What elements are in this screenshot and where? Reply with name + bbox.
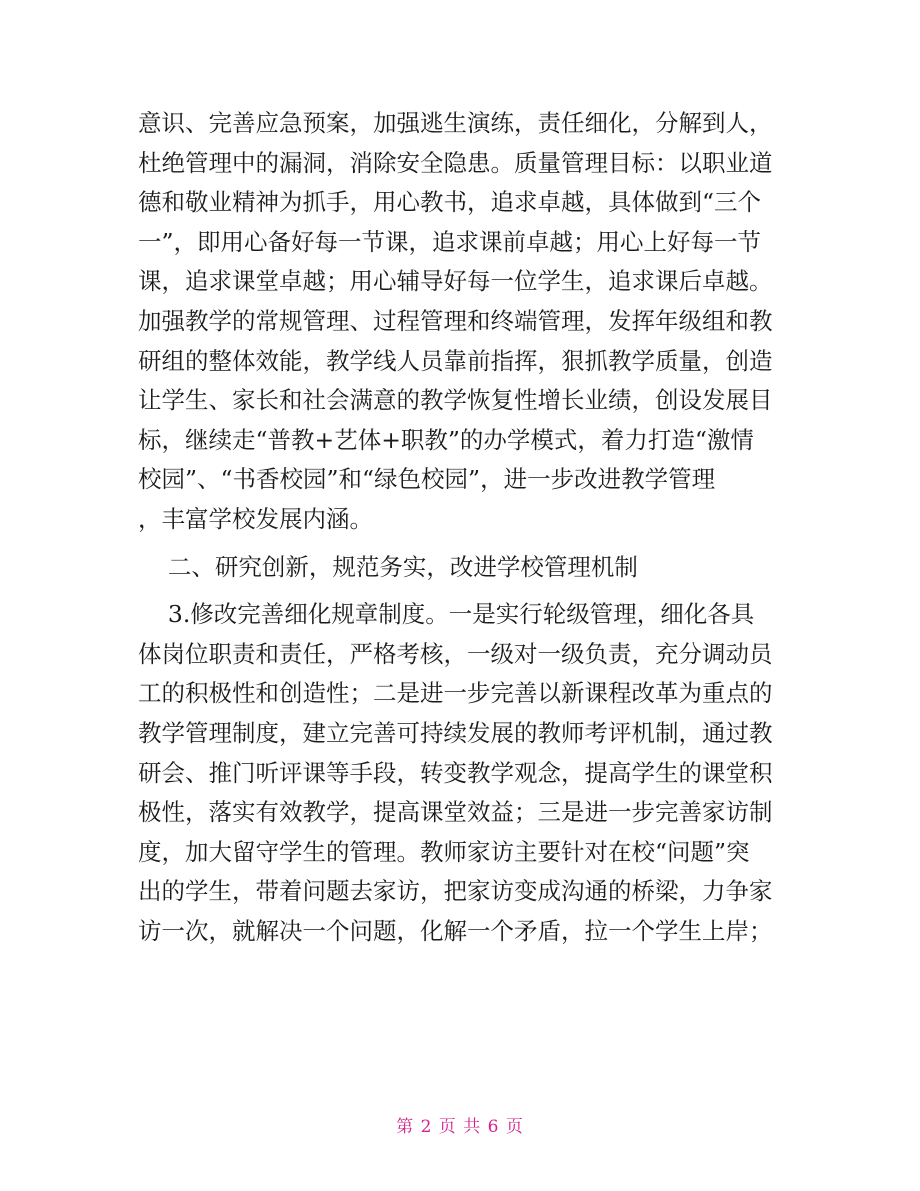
document-body bbox=[138, 104, 798, 951]
text-line: 3.修改完善细化规章制度。一是实行轮级管理，细化各具 bbox=[138, 600, 755, 629]
text-line: 体岗位职责和责任，严格考核，一级对一级负责，充分调动员 bbox=[138, 639, 773, 668]
text-line: 杜绝管理中的漏洞，消除安全隐患。质量管理目标：以职业道 bbox=[138, 148, 773, 177]
text-line: 极性，落实有效教学，提高课堂效益；三是进一步完善家访制 bbox=[138, 798, 773, 827]
section-heading: 二、研究创新，规范务实，改进学校管理机制 bbox=[138, 552, 638, 581]
text-line: 工的积极性和创造性；二是进一步完善以新课程改革为重点的 bbox=[138, 679, 773, 708]
page-footer bbox=[0, 1112, 920, 1137]
page-number-label: 第 2 页 共 6 页 bbox=[396, 1117, 524, 1137]
text-line: 校园”、“书香校园”和“绿色校园”，进一步改进教学管理 bbox=[138, 465, 716, 494]
text-line: 让学生、家长和社会满意的教学恢复性增长业绩，创设发展目 bbox=[138, 386, 773, 415]
text-line: 一”，即用心备好每一节课，追求课前卓越；用心上好每一节 bbox=[138, 227, 762, 256]
text-line: 加强教学的常规管理、过程管理和终端管理，发挥年级组和教 bbox=[138, 306, 773, 335]
text-line: 度，加大留守学生的管理。教师家访主要针对在校“问题”突 bbox=[138, 837, 750, 866]
text-line: 意识、完善应急预案，加强逃生演练，责任细化，分解到人， bbox=[138, 109, 773, 137]
text-line: 标，继续走“普教+艺体+职教”的办学模式，着力打造“激情 bbox=[138, 425, 754, 454]
text-line: 研组的整体效能，教学线人员靠前指挥，狠抓教学质量，创造 bbox=[138, 346, 773, 375]
paragraph-gap bbox=[138, 540, 798, 548]
paragraph-gap bbox=[138, 587, 798, 595]
text-line: 教学管理制度，建立完善可持续发展的教师考评机制，通过教 bbox=[138, 718, 773, 747]
text-line: 德和敬业精神为抓手，用心教书，追求卓越，具体做到“三个 bbox=[138, 188, 762, 217]
text-line: 访一次，就解决一个问题，化解一个矛盾，拉一个学生上岸； bbox=[138, 916, 773, 945]
text-line: 研会、推门听评课等手段，转变教学观念，提高学生的课堂积 bbox=[138, 758, 773, 787]
text-line: ，丰富学校发展内涵。 bbox=[138, 504, 373, 533]
text-line: 课，追求课堂卓越；用心辅导好每一位学生，追求课后卓越。 bbox=[138, 267, 773, 296]
text-line: 出的学生，带着问题去家访，把家访变成沟通的桥梁，力争家 bbox=[138, 877, 773, 906]
